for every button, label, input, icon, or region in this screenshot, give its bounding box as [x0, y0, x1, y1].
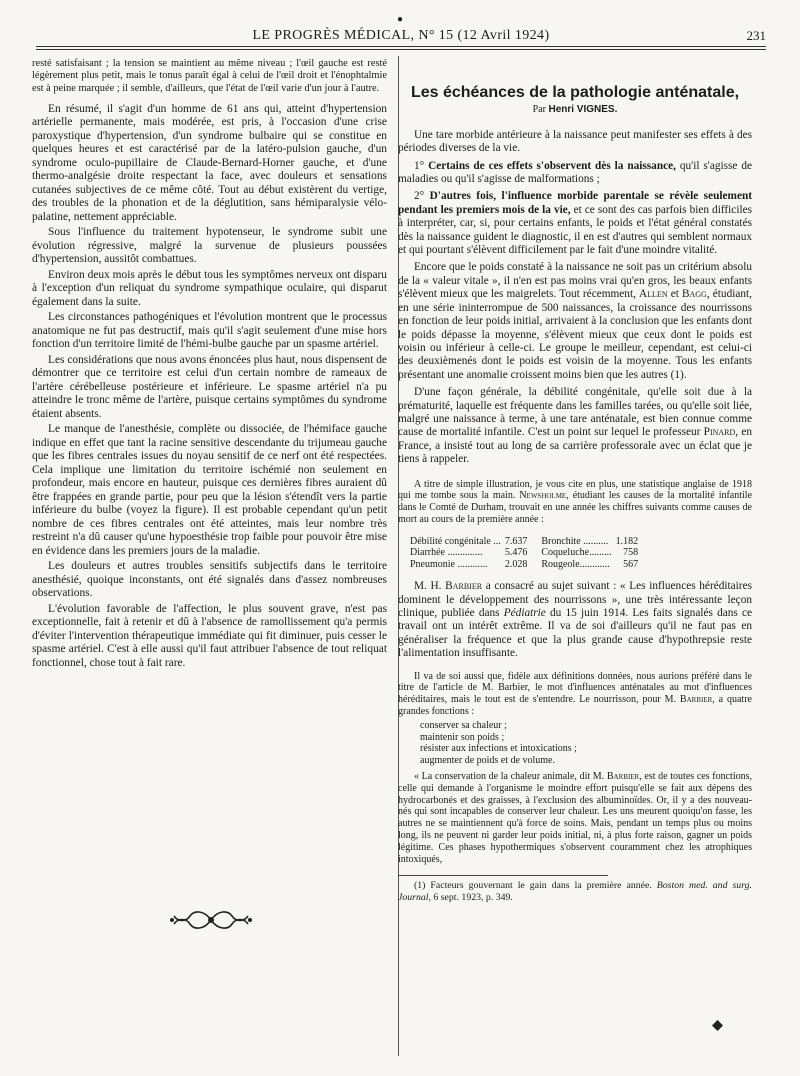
list-item: conserver sa chaleur ; — [420, 719, 507, 731]
author-name-allen: Allen — [639, 288, 668, 301]
paragraph: Les considérations que nous avons énoncées plus haut, nous dispensent de démontrer que ce territoire est celui d'un certain nombre de rameaux de l'artère cérébelleuse postérieure et inférieure. Le spasme artériel n'a pu atteindre le tronc même de l'artère, puisque certains symptômes du syndrome étaient absents. — [32, 353, 387, 420]
right-column — [398, 86, 752, 904]
paragraph: Le manque de l'anesthésie, complète ou dissociée, de l'hémiface gauche indique en effet que tant la racine sensitive descendante du trijumeau gauche que les fibres centrales issues du noyau sensitif de ce nerf ont été respectées. Cela implique une limitation du territoire ischémié non seulement en profondeur, mais encore en hauteur, puisque ces dernières fibres auraient dû être frappées en grande partie, pour peu que la lésion s'étendît vers la partie inférieure du bulbe (voyez la figure). Il est probable cependant qu'un petit nombre de ces fibres centrales ont été atteintes, mais leur nombre très restreint n'a dû causer qu'une hypoesthésie trop faible pour pouvoir être mise en évidence dans les premiers jours de la maladie. — [32, 423, 387, 557]
stat-value: 5.476 — [504, 547, 528, 559]
stat-value: 7.637 — [504, 535, 528, 547]
fleuron-ornament-icon — [168, 906, 254, 934]
journal-title: LE PROGRÈS MÉDICAL, N° 15 (12 Avril 1924) — [252, 28, 550, 43]
author-name-bagg: Bagg, — [681, 288, 710, 301]
function-list — [420, 720, 752, 767]
table-row — [410, 536, 652, 548]
mortality-stats-table — [410, 536, 652, 571]
left-column — [32, 58, 387, 670]
table-row — [410, 547, 652, 559]
list-item: augmenter de poids et de volume. — [420, 755, 555, 767]
stat-label: Débilité congénitale ... — [410, 535, 501, 547]
illustration-note: A titre de simple illustration, je vous cite en plus, une statistique anglaise de 1918 qui me tombe sous la main. Newsholme, étudiant les causes de la mortalité infantile dans le Comté de Durham, trouvait en une année les chiffres suivants comme causes de mort au cours de la première année : — [398, 478, 753, 525]
stat-value: 758 — [623, 547, 639, 559]
stat-value: 567 — [623, 558, 639, 570]
stat-label: Pneumonie ............ — [410, 558, 488, 570]
author-name-barbier: Barbier — [445, 580, 483, 593]
author-name-newsholme: Newsholme, — [519, 490, 569, 502]
paragraph: En résumé, il s'agit d'un homme de 61 ans qui, atteint d'hypertension artérielle permanente, mais modérée, est pris, à l'occasion d'une crise paroxystique d'hypertension, d'un syndrome bulbaire qui se constitue en quelques heures et est caractérisé par de la latéro-pulsion gauche, d'un syndrome oculo-pupillaire de Claude-Bernard-Horner gauche, et d'une thermo-analgésie droite respectant la face, avec douleurs et sensations cutanées subjectives de ce même côté. Tout au début existèrent du vertige, des troubles de la phonation et de la déglutition, sans hémiparalysie vélo-palatine, nettement appréciable. — [32, 102, 387, 223]
footnote: (1) Facteurs gouvernant le gain dans la première année. Boston med. and surg. Journal, 6 sept. 1923, p. 349. — [398, 880, 752, 904]
header-rule-bottom — [36, 49, 766, 50]
article-title: Les échéances de la pathologie anténatale, — [410, 84, 740, 101]
paragraph: D'une façon générale, la débilité congénitale, qu'elle soit due à la prématurité, laquelle est fréquente dans les familles tarées, ou qu'elle soit liée, malgré une naissance à terme, à une tare anténatale, est bien connue comme cause de mortalité infantile. C'est un point sur lequel le professeur Pinard, en France, a insisté tout au long de sa carrière professorale avec un éclat que je tiens à rappeler. — [398, 386, 752, 466]
list-item: maintenir son poids ; — [420, 731, 505, 743]
running-header — [36, 14, 766, 48]
article-byline: Par Henri VIGNES. — [532, 104, 618, 116]
point-2: 2° D'autres fois, l'influence morbide parentale se révèle seulement pendant les premiers mois de la vie, et ce sont des cas parfois bien difficiles à interpréter, car, si, pour certains enfants, le poids et l'état général constatés dès la naissance guident le diagnostic, il en est d'autres qui semblent normaux et qui pourtant s'élèvent difficilement par le fait d'une moindre vitalité. — [398, 190, 753, 257]
paragraph: Environ deux mois après le début tous les symptômes nerveux ont disparu à l'exception d'un reliquat du syndrome sympathique oculaire, qui disparut également dans la suite. — [32, 268, 387, 308]
author-name: Henri VIGNES. — [548, 104, 618, 116]
paragraph: Encore que le poids constaté à la naissance ne soit pas un critérium absolu de la « valeur vitale », il n'en est pas moins vrai qu'en gros, les beaux enfants s'élèvent mieux que les maigrelets. Tout récemment, Allen et Bagg, étudiant, en une série ininterrompue de 500 naissances, la croissance des nourrissons en fonction de leur poids initial, arrivaient à la conclusion que les enfants dont le poids dépasse la moyenne, s'élèvent mieux que ceux dont le poids est voisin ou inférieur à celle-ci. Le groupe le meilleur, cependant, est celui-ci des deuxièmenés dont le poids est voisin de la moyenne. Tous les enfants présentant une anomalie croissent moins bien que les autres (1). — [398, 261, 752, 381]
list-item: résister aux infections et intoxications ; — [420, 743, 577, 755]
paragraph: Les douleurs et autres troubles sensitifs subjectifs dans le territoire anesthésié, quoique inconstants, ont été signalés dans d'assez nombreuses observations. — [32, 560, 387, 600]
page-number: 231 — [746, 28, 766, 43]
paragraph: Sous l'influence du traitement hypotenseur, le syndrome subit une évolution régressive, malgré la survenue de plusieurs poussées d'hypertension, aussitôt combattues. — [32, 226, 387, 266]
stat-label: Diarrhée .............. — [410, 547, 483, 559]
paragraph: M. H. Barbier a consacré au sujet suivant : « Les influences héréditaires dominent le développement des nourrissons », une très intéressante leçon clinique, publiée dans Pédiatrie du 15 juin 1914. Les faits signalés dans ce travail ont un intérêt extrême. Il va de soi d'ailleurs qu'il ne faut pas en généraliser la fréquence et que la plus grande cause d'hypothrepsie reste l'alimentation insuffisante. — [398, 580, 753, 660]
stat-value: 2.028 — [504, 558, 528, 570]
point-1: 1° Certains de ces effets s'observent dès la naissance, qu'il s'agisse de maladies ou qu'il s'agisse de malformations ; — [398, 159, 752, 186]
small-print-quote: « La conservation de la chaleur animale, dit M. Barbier, est de toutes ces fonctions, celle qui demande à l'organisme le moindre effort puisqu'elle se fait aux dépens des hydrocarbonés et des graisses, à l'exclusion des albuminoïdes. Or, il y a des nouveau-nés qui sont incapables de conserver leur chaleur. Les uns meurent quoiqu'on fasse, les autres ne se maintiennent qu'à force de soins. Mais, pendant un temps plus ou moins long, ils ne peuvent ni garder leur poids initial, ni, à plus forte raison, gagner un poids légitime. Ces phases hypothermiques s'observent couramment chez les atrophiques intoxiqués, — [398, 771, 752, 865]
stat-value: 1.182 — [615, 535, 639, 547]
paragraph: L'évolution favorable de l'affection, le plus souvent grave, n'est pas exceptionnelle, fait à retenir et dû à l'absence de ramollissement qu'a permis d'éviter l'intervention thérapeutique immédiate qui fit diminuer, puis cesser le spasme artériel. C'est à elle aussi qu'il faut attribuer l'absence de tout reliquat fonctionnel, chose tout à fait rare. — [32, 602, 387, 669]
paragraph: Les circonstances pathogéniques et l'évolution montrent que le processus anatomique ne fut pas destructif, mais qu'il s'agit seulement d'une mise hors fonction d'un territoire limité de l'hémi-bulbe gauche par un spasme artériel. — [32, 311, 387, 351]
stat-label: Coqueluche......... — [541, 547, 612, 559]
stat-label: Bronchite .......... — [541, 535, 609, 547]
small-print-note: Il va de soi aussi que, fidèle aux définitions données, nous aurions préféré dans le titre de l'article de M. Barbier, le mot d'influences anténatales au mot d'influences héréditaires, mais le tout est de s'entendre. Le nourrisson, pour M. Barbier, a quatre grandes fonctions : — [398, 670, 752, 718]
table-row — [410, 559, 652, 571]
header-rule-top — [36, 46, 766, 47]
author-name-pinard: Pinard, — [703, 426, 739, 439]
continued-paragraph: resté satisfaisant ; la tension se maintient au même niveau ; l'œil gauche est resté légèrement plus petit, mais le tonus paraît égal à celui de l'œil droit et l'énophtalmie est à peine marquée ; il semble, d'ailleurs, que l'état de l'œil varie d'un jour à l'autre. — [32, 58, 387, 94]
header-dot-ornament: ● — [397, 14, 404, 25]
journal-name: Pédiatrie — [503, 607, 546, 620]
stat-label: Rougeole............ — [541, 558, 610, 570]
point-1-heading: Certains de ces effets s'observent dès la naissance, — [428, 159, 676, 172]
intro-paragraph: Une tare morbide antérieure à la naissance peut manifester ses effets à des périodes diverses de la vie. — [398, 128, 752, 155]
point-2-heading: D'autres fois, l'influence morbide parentale se révèle seulement pendant les premiers mois de la vie, — [398, 190, 753, 216]
diamond-end-mark-icon — [712, 1020, 723, 1031]
footnote-rule — [398, 875, 608, 876]
